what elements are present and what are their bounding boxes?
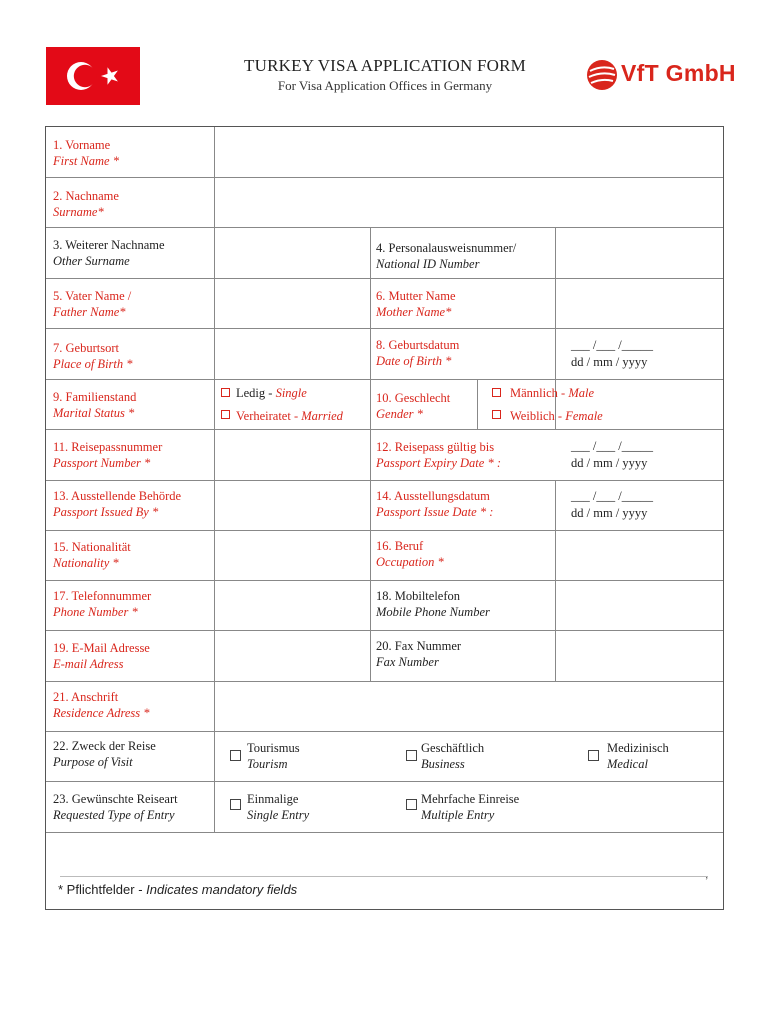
- date-of-birth-field[interactable]: ___ /___ /_____ dd / mm / yyyy: [571, 338, 653, 369]
- footer-mark: ʼ: [705, 876, 709, 887]
- purpose-business-label: Geschäftlich Business: [421, 741, 485, 771]
- passport-expiry-date-field[interactable]: ___ /___ /_____ dd / mm / yyyy: [571, 439, 653, 470]
- field-other-surname-label: 3. Weiterer Nachname Other Surname: [53, 238, 165, 268]
- turkey-flag-icon: [46, 47, 140, 105]
- purpose-business-checkbox[interactable]: [406, 750, 417, 761]
- field-father-name-label: 5. Vater Name / Father Name*: [53, 289, 132, 319]
- passport-issue-date-field[interactable]: ___ /___ /_____ dd / mm / yyyy: [571, 489, 653, 520]
- field-gender-label: 10. Geschlecht Gender *: [376, 391, 451, 421]
- field-passport-issue-date-label: 14. Ausstellungsdatum Passport Issue Date * :: [376, 489, 494, 519]
- field-nationality-label: 15. Nationalität Nationality *: [53, 540, 131, 570]
- mandatory-note: * Pflichtfelder - Indicates mandatory fields: [58, 882, 298, 897]
- logo-text: VfT GmbH: [621, 60, 736, 86]
- field-mother-name-label: 6. Mutter Name Mother Name*: [376, 289, 456, 319]
- entry-multiple-label: Mehrfache Einreise Multiple Entry: [421, 792, 520, 822]
- gender-female-label: Weiblich - Female: [510, 409, 603, 423]
- field-phone-label: 17. Telefonnummer Phone Number *: [53, 589, 152, 619]
- field-surname-label: 2. Nachname Surname*: [53, 189, 119, 219]
- gender-female-checkbox[interactable]: [492, 410, 501, 419]
- purpose-tourism-label: Tourismus Tourism: [247, 741, 300, 771]
- gender-male-checkbox[interactable]: [492, 388, 501, 397]
- field-passport-expiry-label: 12. Reisepass gültig bis Passport Expiry Date * :: [376, 440, 501, 470]
- entry-single-label: Einmalige Single Entry: [247, 792, 310, 822]
- field-residence-address-label: 21. Anschrift Residence Adress *: [53, 690, 150, 720]
- purpose-tourism-checkbox[interactable]: [230, 750, 241, 761]
- field-occupation-label: 16. Beruf Occupation *: [376, 539, 444, 569]
- field-first-name-label: 1. Vorname First Name *: [53, 138, 119, 168]
- marital-married-checkbox[interactable]: [221, 410, 230, 419]
- field-passport-issued-by-label: 13. Ausstellende Behörde Passport Issued By *: [53, 489, 182, 519]
- marital-single-checkbox[interactable]: [221, 388, 230, 397]
- purpose-medical-label: Medizinisch Medical: [607, 741, 669, 771]
- field-fax-label: 20. Fax Nummer Fax Number: [376, 639, 462, 669]
- field-passport-number-label: 11. Reisepassnummer Passport Number *: [53, 440, 163, 470]
- form-subtitle: For Visa Application Offices in Germany: [277, 78, 493, 93]
- field-email-label: 19. E-Mail Adresse E-mail Adress: [53, 641, 150, 671]
- marital-married-label: Verheiratet - Married: [236, 409, 343, 423]
- purpose-medical-checkbox[interactable]: [588, 750, 599, 761]
- gender-male-label: Männlich - Male: [510, 386, 595, 400]
- form-title: TURKEY VISA APPLICATION FORM: [244, 56, 526, 75]
- field-date-of-birth-label: 8. Geburtsdatum Date of Birth *: [376, 338, 460, 368]
- field-mobile-label: 18. Mobiltelefon Mobile Phone Number: [376, 589, 490, 619]
- footer-divider: [60, 876, 708, 877]
- field-marital-status-label: 9. Familienstand Marital Status *: [53, 390, 137, 420]
- field-place-of-birth-label: 7. Geburtsort Place of Birth *: [53, 341, 133, 371]
- field-entry-type-label: 23. Gewünschte Reiseart Requested Type of Entry: [53, 792, 178, 822]
- entry-single-checkbox[interactable]: [230, 799, 241, 810]
- field-national-id-label: 4. Personalausweisnummer/ National ID Number: [376, 241, 517, 271]
- field-purpose-label: 22. Zweck der Reise Purpose of Visit: [53, 739, 156, 769]
- entry-multiple-checkbox[interactable]: [406, 799, 417, 810]
- marital-single-label: Ledig - Single: [236, 386, 307, 400]
